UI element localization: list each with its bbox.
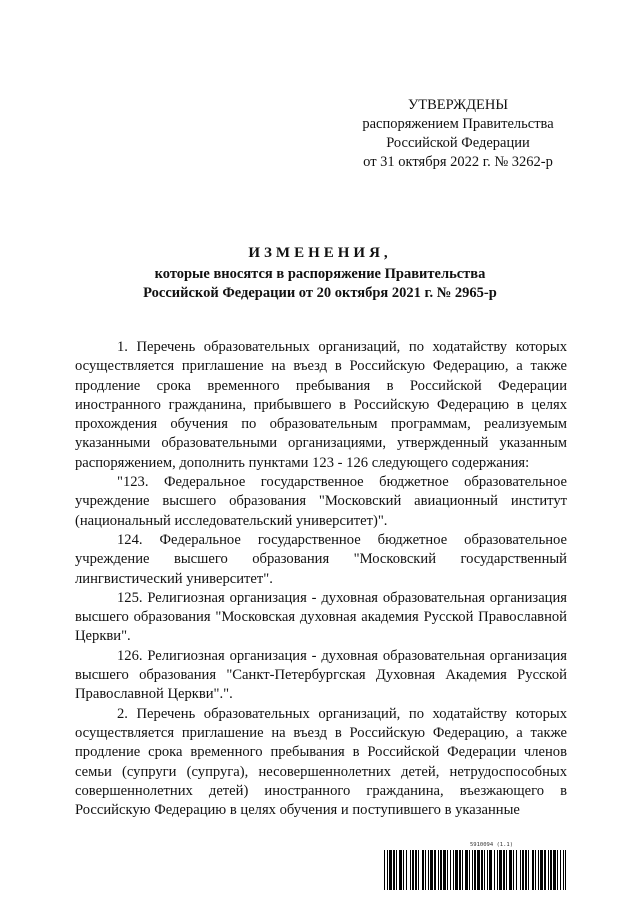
approval-federation: Российской Федерации [386, 135, 530, 151]
document-subtitle [60, 265, 580, 303]
approval-heading: УТВЕРЖДЕНЫ [407, 97, 509, 113]
paragraph-item-123: "123. Федеральное государственное бюджетное образовательное учреждение высшего образования "Московский авиационный институт (национальный исследовательский университет)". [75, 474, 567, 529]
paragraph-item-126: 126. Религиозная организация - духовная образовательная организация высшего образования "Санкт-Петербургская Духовная Академия Русской Православной Церкви".". [75, 647, 567, 703]
document-body [75, 338, 567, 820]
paragraph-item-125: 125. Религиозная организация - духовная образовательная организация высшего образования "Московская духовная академия Русской Православной Церкви". [75, 589, 567, 645]
document-title: ИЗМЕНЕНИЯ, [248, 245, 392, 261]
paragraph-1: 1. Перечень образовательных организаций, по ходатайству которых осуществляется приглашение на въезд в Российскую Федерацию, а также продление срока временного пребывания в Российской Федерации иностранного гражданина, прибывшего в Российскую Федерацию в целях прохождения обучения по образовательным программам, реализуемым указанными образовательными организациями, утвержденный указанным распоряжением, дополнить пунктами 123 - 126 следующего содержания: [75, 339, 567, 471]
subtitle-line-2: Российской Федерации от 20 октября 2021 г. № 2965-р [143, 285, 497, 301]
approval-date-number: от 31 октября 2022 г. № 3262-р [363, 154, 553, 170]
barcode-number: 5910094 (1.1) [470, 842, 514, 848]
barcode-icon [384, 850, 566, 890]
subtitle-line-1: которые вносятся в распоряжение Правительства [154, 266, 486, 282]
barcode [384, 842, 566, 892]
paragraph-item-124: 124. Федеральное государственное бюджетное образовательное учреждение высшего образования "Московский государственный лингвистический университет". [75, 531, 567, 587]
approval-stamp [348, 96, 568, 172]
paragraph-2: 2. Перечень образовательных организаций, по ходатайству которых осуществляется приглашение на въезд в Российскую Федерацию, а также продление срока временного пребывания в Российской Федерации членов семьи (супруги (супруга), несовершеннолетних детей, нетрудоспособных совершеннолетних детей) иностранного гражданина, въезжающего в Российскую Федерацию в целях обучения и поступившего в указанные [75, 705, 567, 819]
approval-decree: распоряжением Правительства [362, 116, 554, 132]
